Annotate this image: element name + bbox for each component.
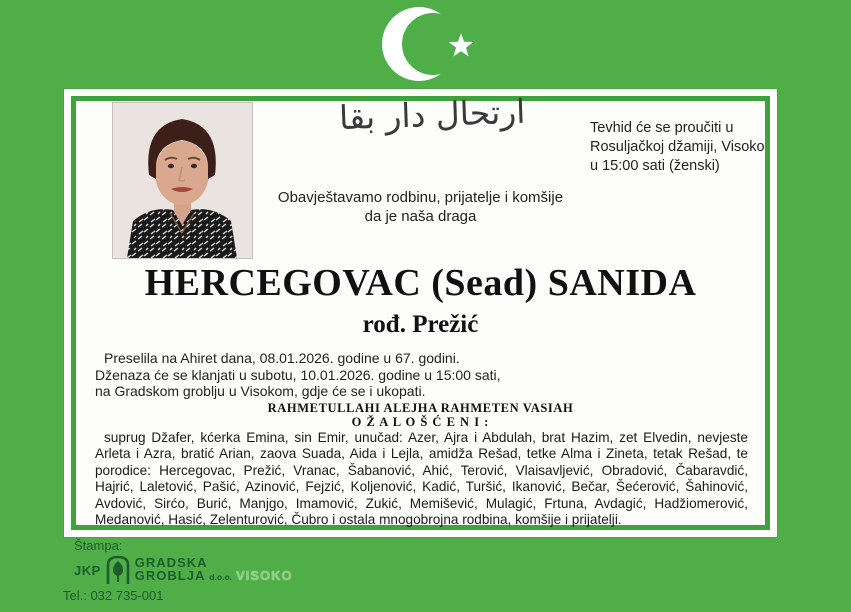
printer-stamp — [63, 538, 293, 603]
tevhid-info — [590, 119, 790, 176]
intro-line: Obavještavamo rodbinu, prijatelje i komšije — [277, 189, 564, 206]
company-name — [135, 556, 293, 584]
company-name-line2: GROBLJA — [134, 568, 206, 583]
arabic-calligraphy: ارتحال دار بقا — [337, 91, 526, 138]
portrait-photo — [112, 102, 253, 259]
death-date-line: Preselila na Ahiret dana, 08.01.2026. godine u 67. godini. — [104, 350, 460, 366]
company-suffix: d.o.o. — [209, 572, 233, 582]
portrait-illustration — [113, 103, 252, 258]
notice-card — [64, 89, 777, 537]
phone-number: Tel.: 032 735-001 — [63, 588, 164, 603]
intro-line: da je naša draga — [364, 208, 477, 225]
funeral-time-line: Dženaza će se klanjati u subotu, 10.01.2026. godine u 15:00 sati, — [95, 366, 501, 383]
mourners-list: suprug Džafer, kćerka Emina, sin Emir, unučad: Azer, Ajra i Abdulah, brat Hazim, zet Elvedin, nevjeste Arleta i Azra, bratić Arian, zaova Suada, Aida i Lejla, amidža Rešad, tetke Alma i Zineta, tetak Rešad, te porodice: Hercegovac, Prežić, Vranac, Šabanović, Ahić, Terović, Vlaisavljević, Obradović, Čabaravdić, Hajrić, Laletović, Pašić, Azinović, Fejzić, Koljenović, Kadić, Turšić, Ikanović, Bečar, Šećerović, Šahinović, Avdović, Sirćo, Burić, Manjgo, Imamović, Zukić, Memišević, Mulagić, Frtuna, Avdagić, Hadžiomerović, Medanović, Hasić, Zelenturović, Čubro i ostala mnogobrojna rodbina, komšije i prijatelji. — [95, 430, 748, 528]
deceased-name: HERCEGOVAC (Sead) SANIDA — [144, 262, 697, 304]
cemetery-logo-icon — [105, 555, 131, 585]
company-city: VISOKO — [236, 568, 293, 583]
company-row — [74, 555, 293, 585]
tevhid-line: u 15:00 sati (ženski) — [590, 158, 720, 174]
prayer-line: RAHMETULLAHI ALEJHA RAHMETEN VASIAH — [267, 401, 574, 415]
funeral-details — [95, 350, 655, 400]
tevhid-line: Rosuljačkoj džamiji, Visoko — [590, 139, 765, 155]
crescent-star-icon — [360, 2, 500, 88]
stamp-label: Štampa: — [74, 538, 123, 553]
funeral-place-line: na Gradskom groblju u Visokom, gdje će se i ukopati. — [95, 383, 426, 399]
company-name-line1: GRADSKA — [134, 555, 208, 570]
intro-text — [64, 188, 777, 226]
company-jkp: JKP — [74, 562, 101, 578]
mourners-heading: O Ž A L O Š Ć E N I : — [351, 415, 490, 429]
maiden-name: rođ. Prežić — [362, 311, 479, 338]
tevhid-line: Tevhid će se proučiti u — [590, 120, 734, 136]
